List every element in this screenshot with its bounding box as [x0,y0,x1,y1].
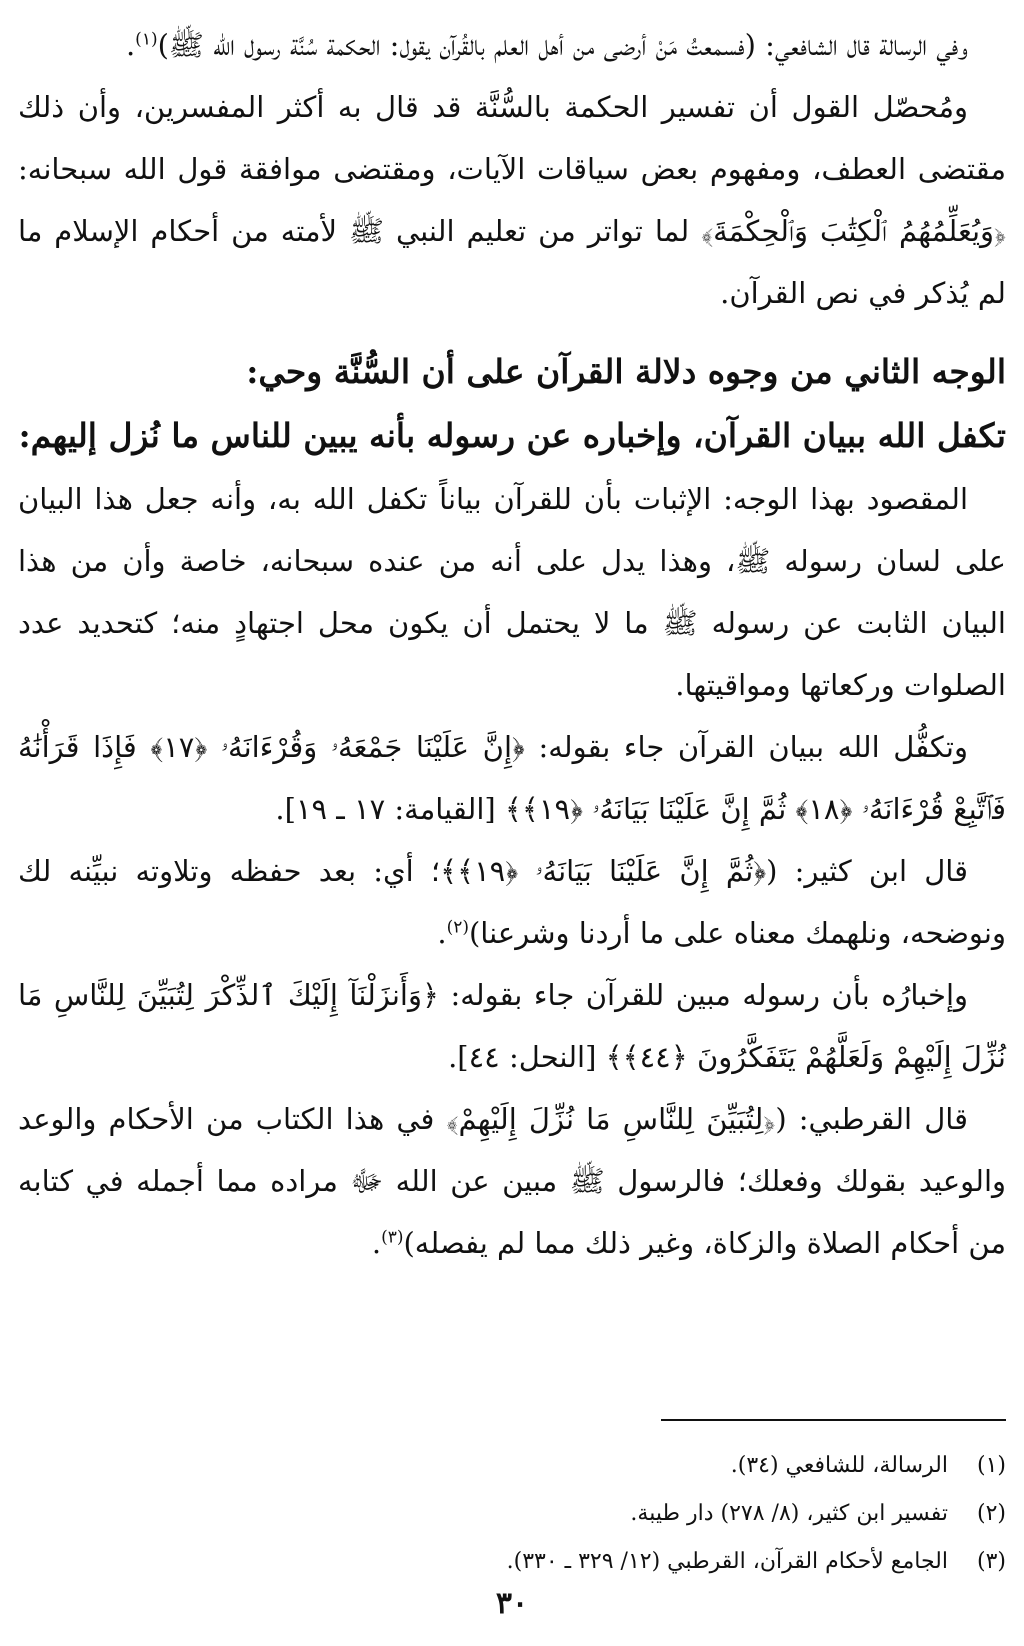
footnote-item [18,1442,1006,1490]
footnotes [18,1442,1006,1586]
paragraph-nahl-verse: وإخبارُه بأن رسوله مبين للقرآن جاء بقوله: ﴿وَأَنزَلْنَآ إِلَيْكَ ٱلذِّكْرَ لِتُبَيِّنَ لِلنَّاسِ مَا نُزِّلَ إِلَيْهِمْ وَلَعَلَّهُمْ يَتَفَكَّرُونَ ﴿٤٤﴾﴾ [النحل: ٤٤]. [18,978,1006,1074]
paragraph-shafii [18,14,1006,76]
subsection-heading: تكفل الله ببيان القرآن، وإخباره عن رسوله بأنه يبين للناس ما نُزل إليهم: [18,416,1006,455]
footnote-item [18,1538,1006,1586]
footnote-text: الرسالة، للشافعي (٣٤). [730,1453,948,1478]
paragraph-qurtubi [18,1088,1006,1274]
document-page [18,14,1006,1634]
page-number: ٣٠ [495,1586,529,1621]
footnote-item [18,1490,1006,1538]
paragraph-tail: . [371,1226,382,1260]
footnote-divider [661,1419,1006,1421]
footnote-text: الجامع لأحكام القرآن، القرطبي (١٢/ ٣٢٩ ـ ٣٣٠). [506,1549,948,1574]
footnote-number: (٢) [976,1501,1006,1526]
paragraph-hikma: ومُحصّل القول أن تفسير الحكمة بالسُّنَّة قد قال به أكثر المفسرين، وأن ذلك مقتضى العطف، ومفهوم بعض سياقات الآيات، ومقتضى موافقة قول الله سبحانه: ﴿وَيُعَلِّمُهُمُ ٱلْكِتَٰبَ وَٱلْحِكْمَةَ﴾ لما تواتر من تعليم النبي ﷺ لأمته من أحكام الإسلام ما لم يُذكر في نص القرآن. [18,90,1006,310]
paragraph-purpose: المقصود بهذا الوجه: الإثبات بأن للقرآن بياناً تكفل الله به، وأنه جعل هذا البيان على لسان رسوله ﷺ، وهذا يدل على أنه من عنده سبحانه، خاصة وأن من هذا البيان الثابت عن رسوله ﷺ ما لا يحتمل أن يكون محل اجتهادٍ منه؛ كتحديد عدد الصلوات وركعاتها ومواقيتها. [18,482,1006,702]
section-heading: الوجه الثاني من وجوه دلالة القرآن على أن السُّنَّة وحي: [246,352,1006,391]
footnote-ref[interactable]: (٣) [381,1227,404,1248]
paragraph-text: قال ابن كثير: (﴿ثُمَّ إِنَّ عَلَيْنَا بَيَانَهُۥ ﴿١٩﴾﴾؛ أي: بعد حفظه وتلاوته نبيِّنه لك ونوضحه، ونلهمك معناه على ما أردنا وشرعنا) [18,854,1006,950]
footnote-number: (١) [976,1453,1006,1478]
paragraph-text: وفي الرسالة قال الشافعي: (فسمعتُ مَنْ أرضى من أهل العلم بالقُرآن يقول: الحكمة سُنَّة رسول الله ﷺ) [157,28,968,62]
paragraph-qiyama-verse: وتكفُّل الله ببيان القرآن جاء بقوله: ﴿إِنَّ عَلَيْنَا جَمْعَهُۥ وَقُرْءَانَهُۥ ﴿١٧﴾ فَإِذَا قَرَأْنَٰهُ فَٱتَّبِعْ قُرْءَانَهُۥ ﴿١٨﴾ ثُمَّ إِنَّ عَلَيْنَا بَيَانَهُۥ ﴿١٩﴾﴾ [القيامة: ١٧ ـ ١٩]. [18,730,1006,826]
paragraph-tail: . [125,28,136,62]
paragraph-text: قال القرطبي: (﴿لِتُبَيِّنَ لِلنَّاسِ مَا نُزِّلَ إِلَيْهِمْ﴾ في هذا الكتاب من الأحكام والوعد والوعيد بقولك وفعلك؛ فالرسول ﷺ مبين عن الله ﷻ مراده مما أجمله في كتابه من أحكام الصلاة والزكاة، وغير ذلك مما لم يفصله) [18,1102,1006,1260]
paragraph-ibn-kathir [18,840,1006,964]
paragraph-tail: . [437,916,447,950]
footnote-text: تفسير ابن كثير، (٨/ ٢٧٨) دار طيبة. [630,1501,948,1526]
footnote-ref[interactable]: (١) [135,29,158,50]
footnote-ref[interactable]: (٢) [446,917,469,938]
footnote-number: (٣) [976,1549,1006,1574]
